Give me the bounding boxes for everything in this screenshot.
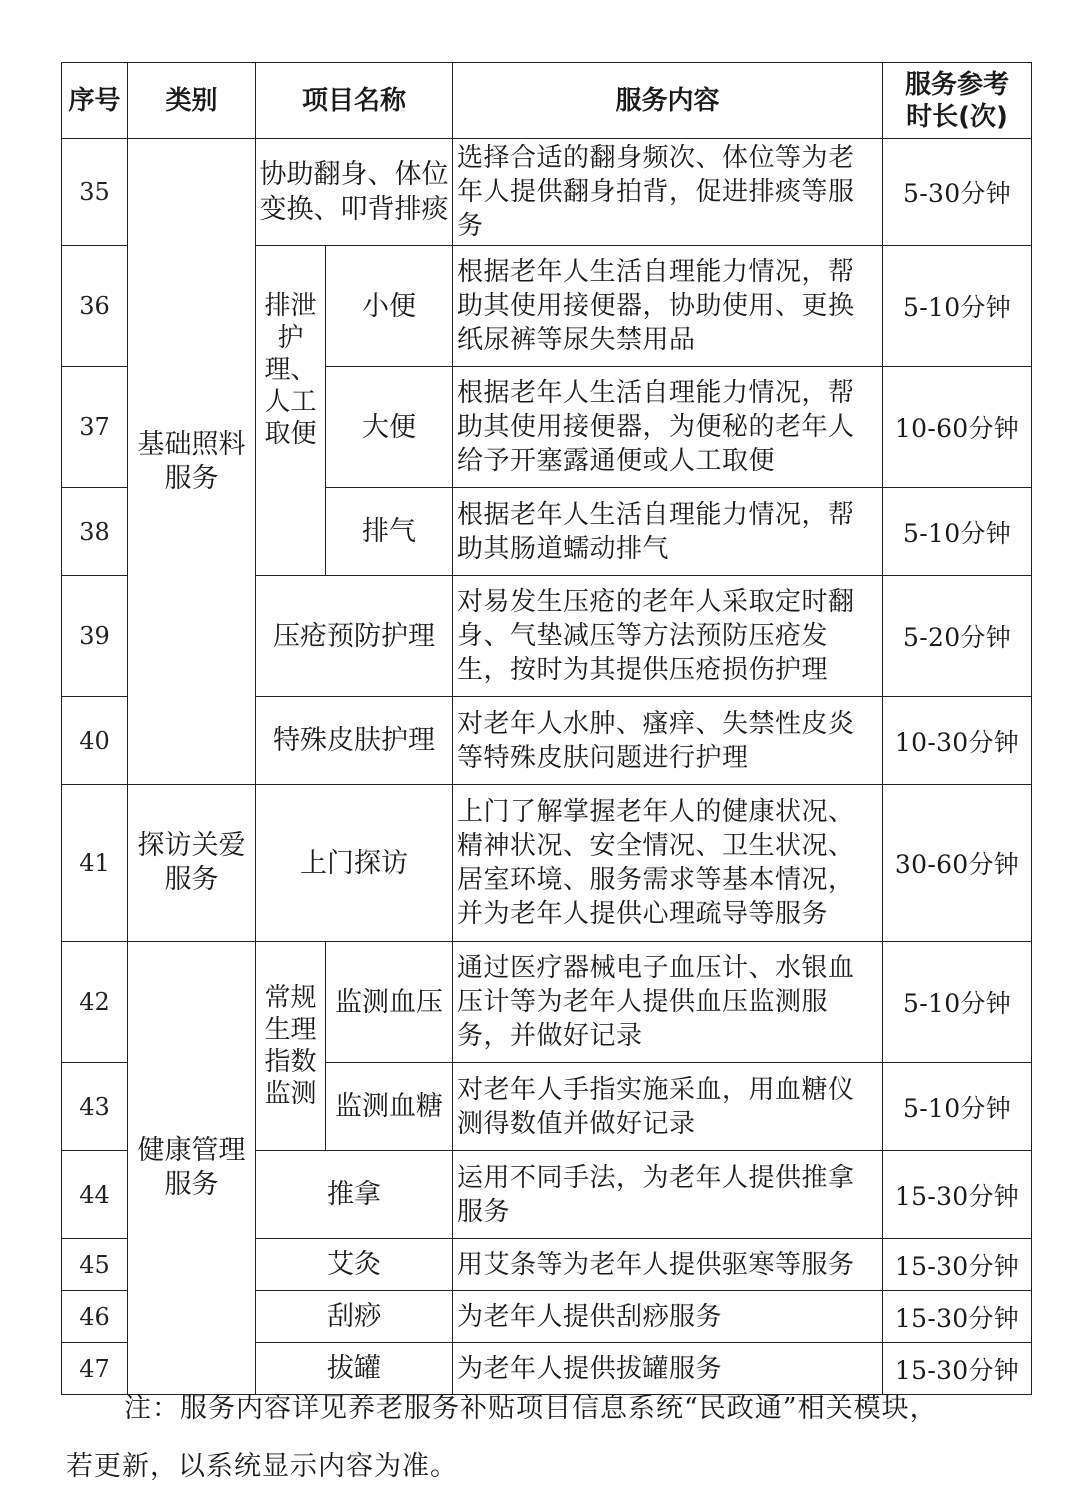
item-name: 大便: [326, 367, 453, 488]
service-duration: 5-10分钟: [883, 246, 1032, 367]
service-content: 选择合适的翻身频次、体位等为老年人提供翻身拍背，促进排痰等服务: [453, 139, 883, 246]
item-name: 小便: [326, 246, 453, 367]
row-seq: 44: [62, 1151, 128, 1239]
header-item-name: 项目名称: [256, 63, 453, 139]
header-category: 类别: [128, 63, 256, 139]
row-seq: 46: [62, 1291, 128, 1343]
header-duration-line2: 时长(次): [906, 101, 1008, 132]
row-seq: 41: [62, 785, 128, 942]
footnote-line2: 若更新，以系统显示内容为准。: [66, 1451, 458, 1482]
header-duration: [883, 63, 1032, 139]
footnote-line1: 注：服务内容详见养老服务补贴项目信息系统“民政通”相关模块，: [124, 1393, 938, 1424]
category-cell: 探访关爱服务: [128, 785, 256, 942]
item-name: 推拿: [256, 1151, 453, 1239]
category-cell: 基础照料服务: [128, 139, 256, 785]
row-seq: 47: [62, 1343, 128, 1395]
service-content: 用艾条等为老年人提供驱寒等服务: [453, 1239, 883, 1291]
category-cell: 健康管理服务: [128, 942, 256, 1395]
row-seq: 39: [62, 576, 128, 697]
service-duration: 15-30分钟: [883, 1343, 1032, 1395]
item-name: 特殊皮肤护理: [256, 697, 453, 785]
item-name: 拔罐: [256, 1343, 453, 1395]
item-name: 上门探访: [256, 785, 453, 942]
item-name: 刮痧: [256, 1291, 453, 1343]
service-content: 上门了解掌握老年人的健康状况、精神状况、安全情况、卫生状况、居室环境、服务需求等基本情况，并为老年人提供心理疏导等服务: [453, 785, 883, 942]
table-header-row: [62, 63, 1032, 139]
table-row: [62, 785, 1032, 942]
item-name: 排气: [326, 488, 453, 576]
service-content: 根据老年人生活自理能力情况，帮助其使用接便器，协助使用、更换纸尿裤等尿失禁用品: [453, 246, 883, 367]
service-duration: 5-20分钟: [883, 576, 1032, 697]
service-content: 根据老年人生活自理能力情况，帮助其肠道蠕动排气: [453, 488, 883, 576]
subgroup-cell: 常规生理指数监测: [256, 942, 326, 1151]
service-duration: 5-10分钟: [883, 488, 1032, 576]
item-name: 艾灸: [256, 1239, 453, 1291]
item-name: 监测血糖: [326, 1063, 453, 1151]
service-content: 根据老年人生活自理能力情况，帮助其使用接便器，为便秘的老年人给予开塞露通便或人工取便: [453, 367, 883, 488]
header-content: 服务内容: [453, 63, 883, 139]
header-seq: 序号: [62, 63, 128, 139]
row-seq: 43: [62, 1063, 128, 1151]
subgroup-cell: 排泄护理、人工取便: [256, 246, 326, 576]
service-duration: 15-30分钟: [883, 1151, 1032, 1239]
service-duration: 10-60分钟: [883, 367, 1032, 488]
service-content: 运用不同手法，为老年人提供推拿服务: [453, 1151, 883, 1239]
service-duration: 10-30分钟: [883, 697, 1032, 785]
row-seq: 35: [62, 139, 128, 246]
service-duration: 5-30分钟: [883, 139, 1032, 246]
service-duration: 5-10分钟: [883, 1063, 1032, 1151]
service-duration: 5-10分钟: [883, 942, 1032, 1063]
item-name: 压疮预防护理: [256, 576, 453, 697]
row-seq: 42: [62, 942, 128, 1063]
table-row: [62, 942, 1032, 1063]
service-duration: 15-30分钟: [883, 1239, 1032, 1291]
service-content: 为老年人提供拔罐服务: [453, 1343, 883, 1395]
footnote: [66, 1380, 1036, 1496]
row-seq: 36: [62, 246, 128, 367]
service-content: 对易发生压疮的老年人采取定时翻身、气垫减压等方法预防压疮发生，按时为其提供压疮损伤护理: [453, 576, 883, 697]
header-duration-line1: 服务参考: [905, 69, 1010, 100]
service-duration: 30-60分钟: [883, 785, 1032, 942]
service-content: 对老年人手指实施采血，用血糖仪测得数值并做好记录: [453, 1063, 883, 1151]
row-seq: 38: [62, 488, 128, 576]
service-duration: 15-30分钟: [883, 1291, 1032, 1343]
item-name: 协助翻身、体位变换、叩背排痰: [256, 139, 453, 246]
row-seq: 40: [62, 697, 128, 785]
row-seq: 45: [62, 1239, 128, 1291]
item-name: 监测血压: [326, 942, 453, 1063]
service-content: 为老年人提供刮痧服务: [453, 1291, 883, 1343]
row-seq: 37: [62, 367, 128, 488]
table-row: [62, 139, 1032, 246]
service-table: [61, 62, 1032, 1395]
service-content: 对老年人水肿、瘙痒、失禁性皮炎等特殊皮肤问题进行护理: [453, 697, 883, 785]
service-content: 通过医疗器械电子血压计、水银血压计等为老年人提供血压监测服务，并做好记录: [453, 942, 883, 1063]
